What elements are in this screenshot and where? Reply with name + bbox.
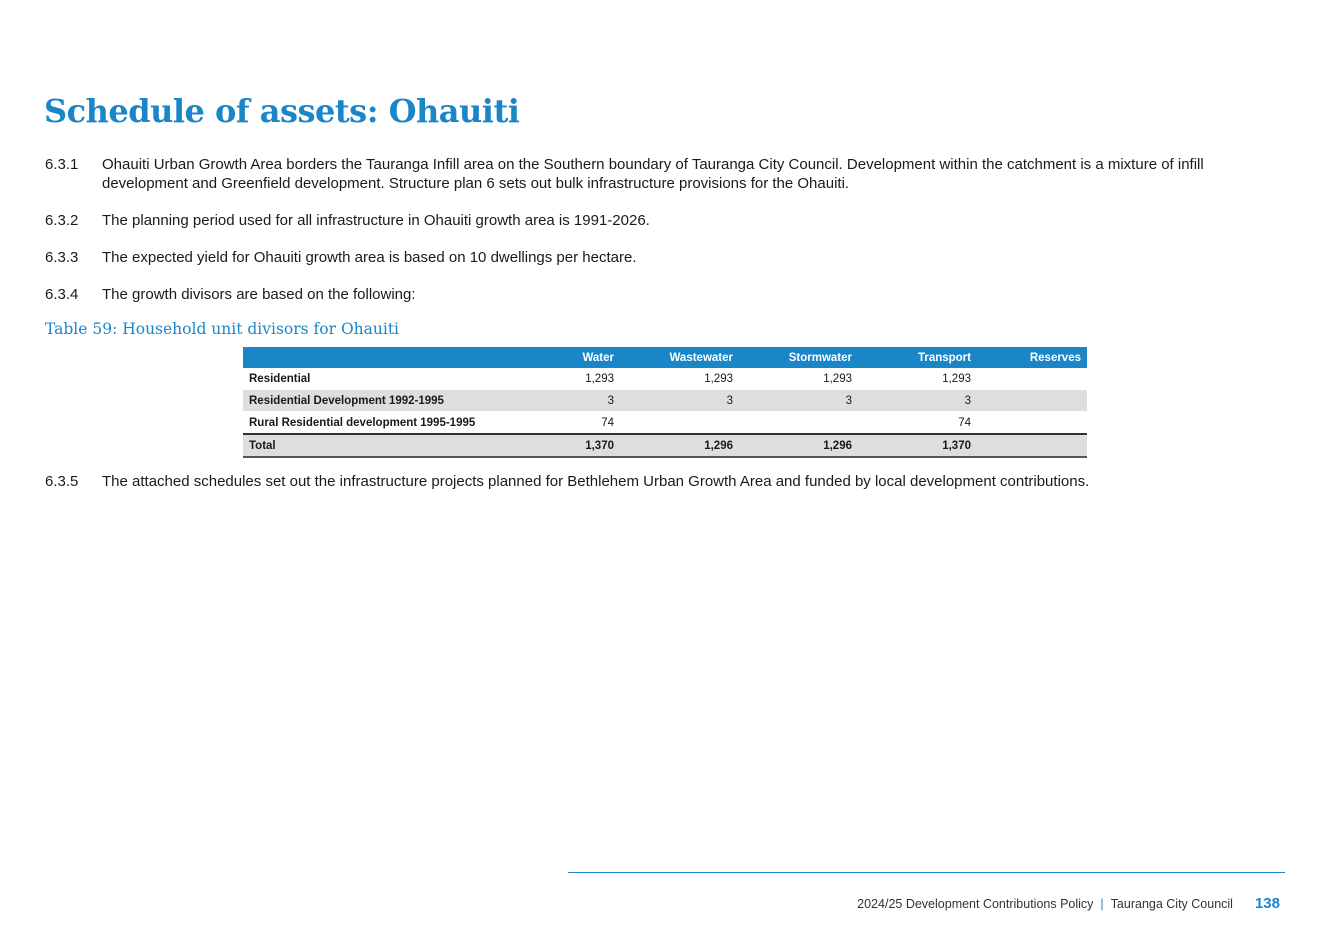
footer-organisation: Tauranga City Council bbox=[1110, 896, 1233, 911]
paragraph-6-3-3 bbox=[45, 248, 1275, 267]
cell-water: 1,293 bbox=[501, 368, 620, 390]
cell-stormwater bbox=[739, 412, 858, 435]
paragraph-6-3-4 bbox=[45, 285, 1275, 304]
table-row bbox=[243, 368, 1087, 390]
cell-reserves bbox=[977, 390, 1087, 412]
row-label: Residential bbox=[243, 368, 501, 390]
cell-stormwater: 1,293 bbox=[739, 368, 858, 390]
cell-transport: 1,370 bbox=[858, 434, 977, 457]
header-empty bbox=[243, 347, 501, 368]
header-wastewater: Wastewater bbox=[620, 347, 739, 368]
cell-water: 3 bbox=[501, 390, 620, 412]
row-label: Rural Residential development 1995-1995 bbox=[243, 412, 501, 435]
cell-stormwater: 3 bbox=[739, 390, 858, 412]
page-title: Schedule of assets: Ohauiti bbox=[44, 92, 520, 130]
header-reserves: Reserves bbox=[977, 347, 1087, 368]
paragraph-text: The attached schedules set out the infrastructure projects planned for Bethlehem Urban Growth Area and funded by local development contributions. bbox=[102, 473, 1090, 490]
table-header-row bbox=[243, 347, 1087, 368]
page-footer bbox=[857, 895, 1280, 912]
cell-transport: 74 bbox=[858, 412, 977, 435]
footer-separator: | bbox=[1100, 896, 1104, 911]
cell-reserves bbox=[977, 412, 1087, 435]
row-label: Residential Development 1992-1995 bbox=[243, 390, 501, 412]
paragraph-number: 6.3.2 bbox=[45, 212, 79, 229]
table-caption: Table 59: Household unit divisors for Ohauiti bbox=[45, 320, 400, 338]
table-row bbox=[243, 390, 1087, 412]
cell-wastewater bbox=[620, 412, 739, 435]
cell-transport: 3 bbox=[858, 390, 977, 412]
page-number: 138 bbox=[1254, 895, 1280, 912]
cell-stormwater: 1,296 bbox=[739, 434, 858, 457]
paragraph-number: 6.3.1 bbox=[45, 156, 79, 173]
row-label: Total bbox=[243, 434, 501, 457]
header-stormwater: Stormwater bbox=[739, 347, 858, 368]
cell-wastewater: 3 bbox=[620, 390, 739, 412]
cell-reserves bbox=[977, 434, 1087, 457]
paragraph-text: The planning period used for all infrastructure in Ohauiti growth area is 1991-2026. bbox=[102, 212, 650, 229]
footer-divider bbox=[568, 872, 1285, 873]
paragraph-6-3-5 bbox=[45, 472, 1275, 491]
paragraph-text: Ohauiti Urban Growth Area borders the Tauranga Infill area on the Southern boundary of Tauranga City Council. Development within the catchment is a mixture of infill development and Greenfield development. Structure plan 6 sets out bulk infrastructure provisions for the Ohauiti. bbox=[102, 156, 1204, 192]
cell-water: 1,370 bbox=[501, 434, 620, 457]
header-transport: Transport bbox=[858, 347, 977, 368]
household-divisors-table bbox=[243, 347, 1087, 458]
cell-transport: 1,293 bbox=[858, 368, 977, 390]
cell-wastewater: 1,296 bbox=[620, 434, 739, 457]
table-row bbox=[243, 412, 1087, 435]
footer-policy: 2024/25 Development Contributions Policy bbox=[857, 896, 1094, 911]
paragraph-number: 6.3.5 bbox=[45, 473, 79, 490]
paragraph-text: The growth divisors are based on the following: bbox=[102, 286, 416, 303]
paragraph-number: 6.3.3 bbox=[45, 249, 79, 266]
paragraph-6-3-1 bbox=[45, 155, 1275, 193]
cell-water: 74 bbox=[501, 412, 620, 435]
paragraph-number: 6.3.4 bbox=[45, 286, 79, 303]
cell-reserves bbox=[977, 368, 1087, 390]
cell-wastewater: 1,293 bbox=[620, 368, 739, 390]
paragraph-6-3-2 bbox=[45, 211, 1275, 230]
paragraph-text: The expected yield for Ohauiti growth area is based on 10 dwellings per hectare. bbox=[102, 249, 637, 266]
header-water: Water bbox=[501, 347, 620, 368]
table-total-row bbox=[243, 434, 1087, 457]
